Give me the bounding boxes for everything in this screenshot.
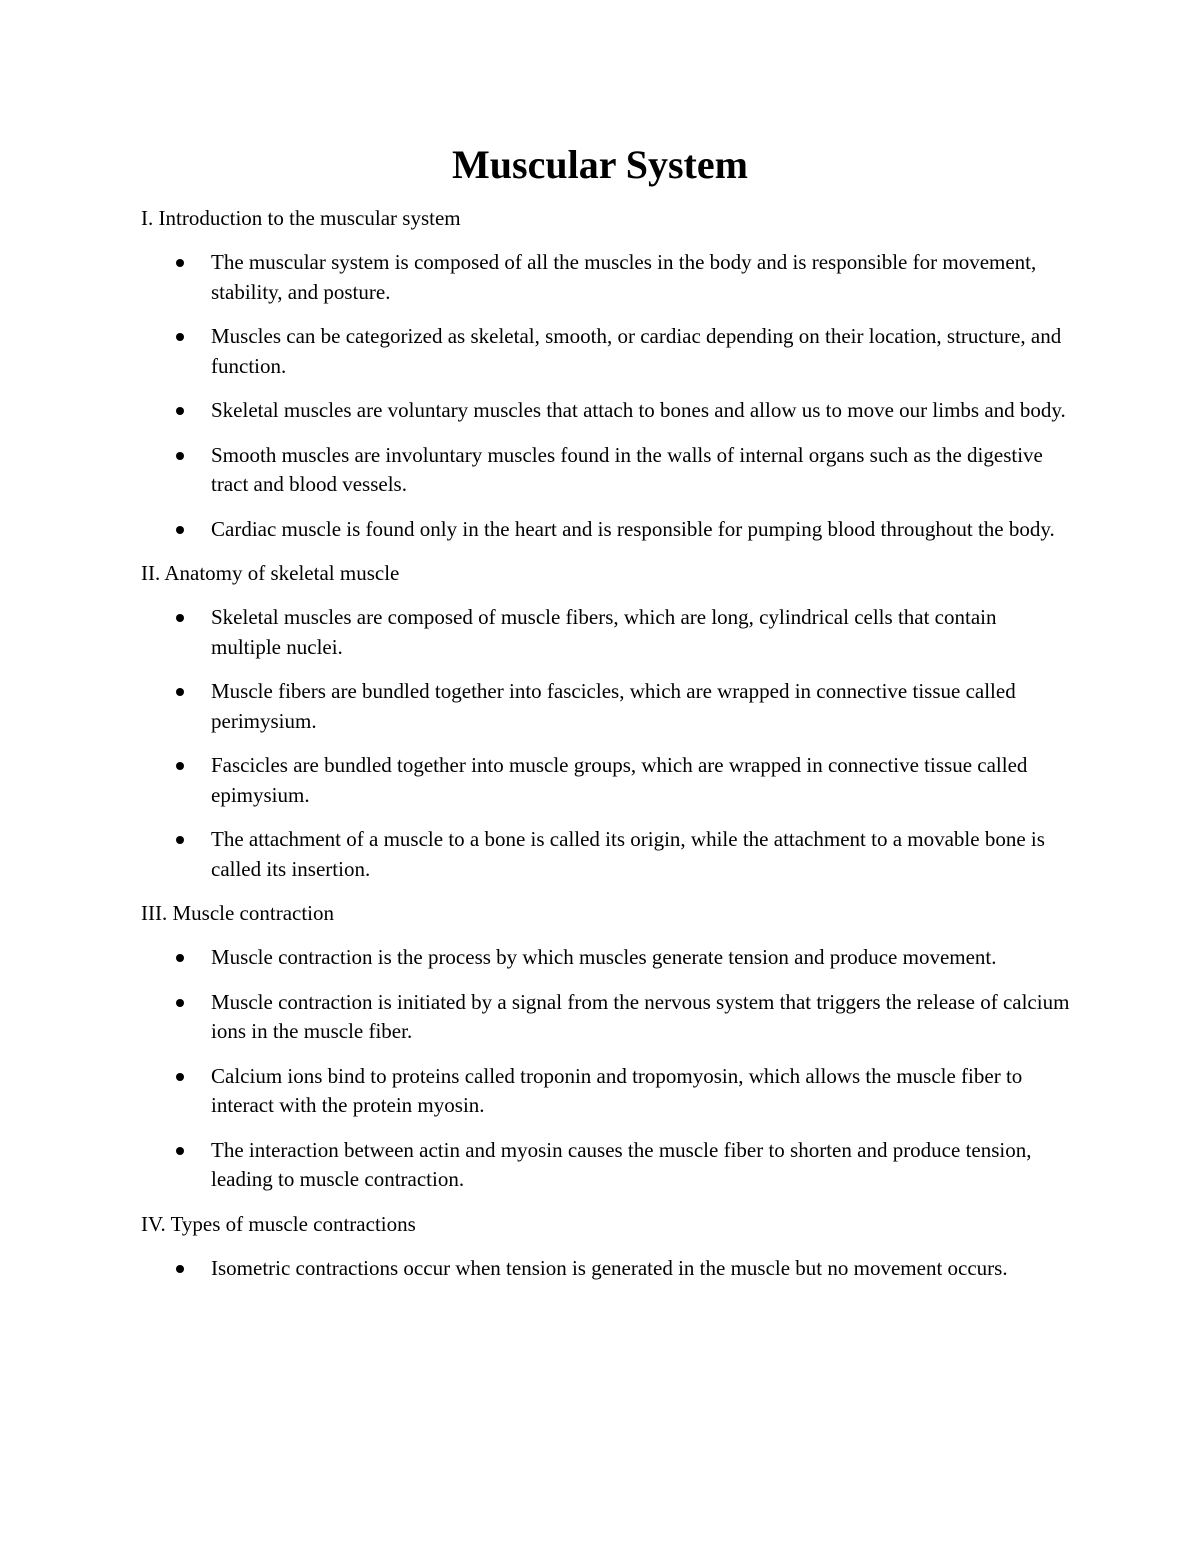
- section-anatomy: [141, 558, 1071, 884]
- bullet-icon: [176, 452, 184, 460]
- bullet-icon: [176, 836, 184, 844]
- list-item: [141, 441, 1071, 500]
- bullet-text: The attachment of a muscle to a bone is called its origin, while the attachment to a movable bone is called its insertion.: [211, 827, 1045, 881]
- section-introduction: [141, 203, 1071, 544]
- bullet-list: [141, 603, 1071, 884]
- bullet-list: [141, 248, 1071, 544]
- bullet-text: Muscle contraction is initiated by a signal from the nervous system that triggers the release of calcium ions in the muscle fiber.: [211, 989, 1070, 1043]
- bullet-icon: [176, 1265, 184, 1273]
- bullet-icon: [176, 259, 184, 267]
- bullet-icon: [176, 526, 184, 534]
- bullet-text: Skeletal muscles are voluntary muscles that attach to bones and allow us to move our limbs and body.: [211, 398, 1066, 422]
- document-title: Muscular System: [452, 142, 748, 187]
- list-item: [141, 603, 1071, 662]
- bullet-icon: [176, 407, 184, 415]
- bullet-icon: [176, 954, 184, 962]
- bullet-text: Muscles can be categorized as skeletal, smooth, or cardiac depending on their location, structure, and function.: [211, 324, 1062, 378]
- list-item: [141, 396, 1071, 426]
- list-item: [141, 248, 1071, 307]
- bullet-icon: [176, 688, 184, 696]
- bullet-text: Muscle contraction is the process by which muscles generate tension and produce movement.: [211, 945, 997, 969]
- bullet-icon: [176, 1147, 184, 1155]
- bullet-text: Smooth muscles are involuntary muscles found in the walls of internal organs such as the digestive tract and blood vessels.: [211, 442, 1043, 496]
- list-item: [141, 515, 1071, 545]
- bullet-text: Isometric contractions occur when tension is generated in the muscle but no movement occurs.: [211, 1255, 1008, 1280]
- bullet-icon: [176, 999, 184, 1007]
- bullet-text: Cardiac muscle is found only in the heart and is responsible for pumping blood throughout the body.: [211, 516, 1055, 541]
- bullet-text: The muscular system is composed of all the muscles in the body and is responsible for movement, stability, and posture.: [211, 250, 1037, 304]
- bullet-icon: [176, 614, 184, 622]
- list-item: [141, 988, 1071, 1047]
- list-item: [141, 751, 1071, 810]
- list-item: [141, 677, 1071, 736]
- section-heading: III. Muscle contraction: [141, 901, 335, 925]
- bullet-text: The interaction between actin and myosin causes the muscle fiber to shorten and produce tension, leading to muscle contraction.: [211, 1137, 1032, 1191]
- section-contraction: [141, 898, 1071, 1195]
- list-item: [141, 825, 1071, 884]
- bullet-text: Muscle fibers are bundled together into fascicles, which are wrapped in connective tissue called perimysium.: [211, 679, 1016, 733]
- bullet-text: Skeletal muscles are composed of muscle fibers, which are long, cylindrical cells that contain multiple nuclei.: [211, 605, 997, 659]
- bullet-list: [141, 1254, 1071, 1284]
- bullet-text: Calcium ions bind to proteins called troponin and tropomyosin, which allows the muscle fiber to interact with the protein myosin.: [211, 1063, 1023, 1117]
- list-item: [141, 322, 1071, 381]
- bullet-icon: [176, 333, 184, 341]
- section-contraction-types: [141, 1209, 1071, 1284]
- list-item: [141, 943, 1071, 973]
- section-heading: I. Introduction to the muscular system: [141, 206, 461, 230]
- bullet-list: [141, 943, 1071, 1195]
- document-body: [141, 203, 1071, 1283]
- bullet-text: Fascicles are bundled together into muscle groups, which are wrapped in connective tissue called epimysium.: [211, 753, 1028, 807]
- section-heading: IV. Types of muscle contractions: [141, 1211, 416, 1236]
- list-item: [141, 1136, 1071, 1195]
- bullet-icon: [176, 762, 184, 770]
- section-heading: II. Anatomy of skeletal muscle: [141, 561, 400, 585]
- bullet-icon: [176, 1073, 184, 1081]
- list-item: [141, 1062, 1071, 1121]
- list-item: [141, 1254, 1071, 1284]
